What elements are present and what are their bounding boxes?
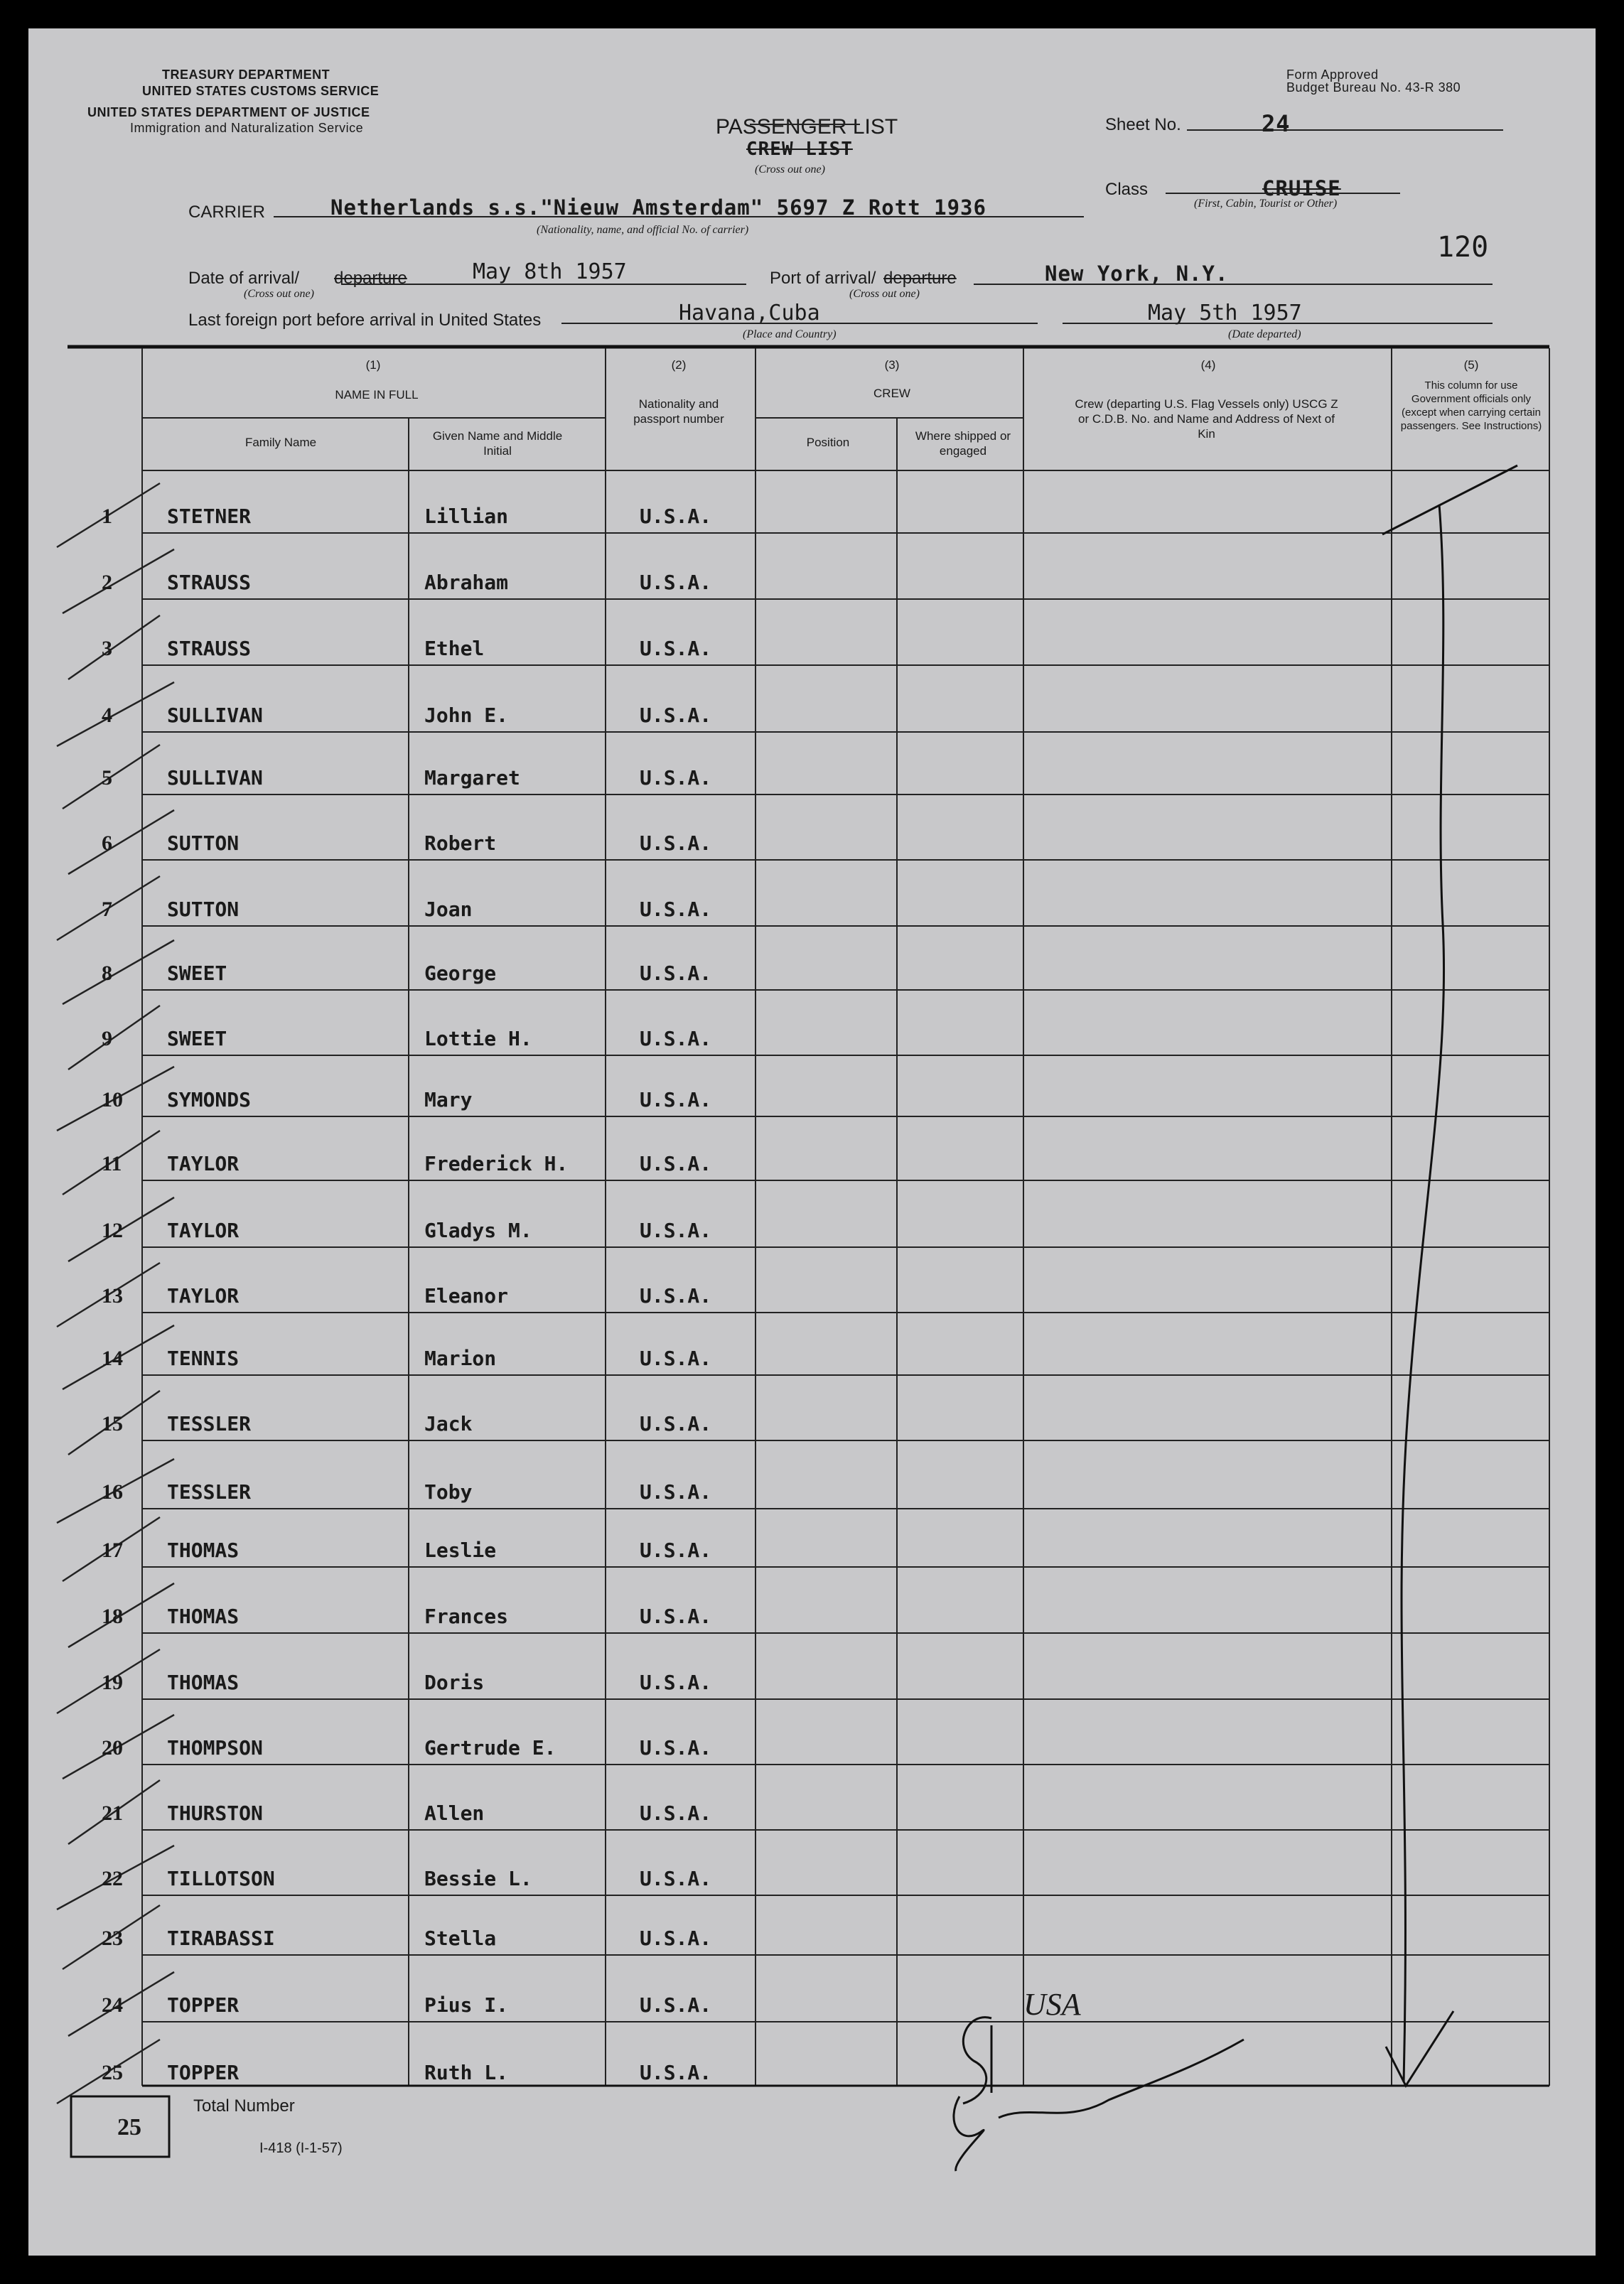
given-name: Joan	[424, 898, 473, 921]
class-label: Class	[1105, 180, 1149, 199]
nationality: U.S.A.	[640, 571, 712, 594]
nationality: U.S.A.	[640, 1219, 712, 1242]
agency-line-2: UNITED STATES CUSTOMS SERVICE	[142, 84, 380, 98]
total-value: 25	[117, 2114, 141, 2140]
family-name: TIRABASSI	[167, 1927, 275, 1950]
family-name: TESSLER	[167, 1412, 252, 1435]
nationality: U.S.A.	[640, 1412, 712, 1435]
nationality: U.S.A.	[640, 1801, 712, 1825]
nationality: U.S.A.	[640, 1539, 712, 1562]
given-name: Leslie	[424, 1539, 497, 1562]
check-mark	[68, 1006, 160, 1070]
family-name: TESSLER	[167, 1480, 252, 1504]
nationality: U.S.A.	[640, 2061, 712, 2084]
given-name: Lottie H.	[424, 1027, 532, 1050]
row-number: 4	[102, 704, 112, 727]
nationality: U.S.A.	[640, 766, 712, 790]
family-name: SULLIVAN	[167, 704, 263, 727]
family-name: SYMONDS	[167, 1088, 252, 1111]
given-name: Abraham	[424, 571, 509, 594]
given-name: Gladys M.	[424, 1219, 532, 1242]
given-name: Frances	[424, 1605, 509, 1628]
row-number: 7	[102, 898, 112, 921]
date-note: (Cross out one)	[244, 288, 314, 300]
title-note: (Cross out one)	[755, 163, 825, 176]
given-name: Ruth L.	[424, 2061, 509, 2084]
family-name: SULLIVAN	[167, 766, 263, 790]
given-name: Allen	[424, 1801, 485, 1825]
given-name: Jack	[424, 1412, 473, 1435]
check-mark	[68, 810, 174, 874]
row-number: 23	[102, 1927, 123, 1950]
row-number: 12	[102, 1219, 123, 1242]
row-number: 5	[102, 766, 112, 790]
given-name: Marion	[424, 1347, 497, 1370]
col1-number: (1)	[365, 358, 381, 372]
given-name: Stella	[424, 1927, 497, 1950]
class-value: CRUISE	[1262, 176, 1341, 200]
family-name: TAYLOR	[167, 1152, 240, 1175]
family-name: TAYLOR	[167, 1219, 240, 1242]
stamp-number: 120	[1437, 231, 1489, 264]
check-mark	[57, 682, 174, 746]
col3-title: CREW	[873, 387, 910, 400]
given-name: Eleanor	[424, 1284, 509, 1308]
family-name: THOMAS	[167, 1539, 240, 1562]
check-mark	[63, 549, 174, 613]
row-number: 22	[102, 1867, 123, 1890]
row-number: 19	[102, 1671, 123, 1694]
row-number: 18	[102, 1605, 123, 1628]
row-number: 17	[102, 1539, 123, 1562]
position-header: Position	[806, 436, 850, 449]
row-number: 13	[102, 1284, 123, 1308]
given-name: Bessie L.	[424, 1867, 532, 1890]
nationality: U.S.A.	[640, 831, 712, 855]
family-name: SWEET	[167, 1027, 227, 1050]
col4-number: (4)	[1200, 358, 1216, 372]
col5-number: (5)	[1463, 358, 1479, 372]
family-name: TOPPER	[167, 1993, 240, 2017]
family-name: STRAUSS	[167, 637, 252, 660]
given-name: Frederick H.	[424, 1152, 569, 1175]
given-name: Margaret	[424, 766, 520, 790]
date-arrival-value: May 8th 1957	[473, 259, 627, 284]
nationality: U.S.A.	[640, 1867, 712, 1890]
port-arrival-crossed: departure	[883, 269, 957, 288]
port-note: (Cross out one)	[849, 288, 920, 300]
given-name: John E.	[424, 704, 509, 727]
nationality: U.S.A.	[640, 961, 712, 985]
col4-title: Crew (departing U.S. Flag Vessels only) USCG Z or C.D.B. No. and Name and Address of Next of Kin	[1075, 397, 1338, 441]
nationality: U.S.A.	[640, 1027, 712, 1050]
row-number: 21	[102, 1801, 123, 1825]
carrier-note: (Nationality, name, and official No. of carrier)	[537, 224, 749, 236]
family-name: TOPPER	[167, 2061, 240, 2084]
check-mark	[68, 615, 160, 679]
row-number: 24	[102, 1993, 123, 2017]
nationality: U.S.A.	[640, 1088, 712, 1111]
form-approved: Form Approved	[1286, 68, 1379, 82]
nationality: U.S.A.	[640, 637, 712, 660]
row-number: 10	[102, 1088, 123, 1111]
nationality: U.S.A.	[640, 1605, 712, 1628]
nationality: U.S.A.	[640, 1152, 712, 1175]
given-name: Ethel	[424, 637, 485, 660]
given-name-header: Given Name and Middle Initial	[432, 429, 563, 458]
sheet-value: 24	[1262, 110, 1291, 137]
nationality: U.S.A.	[640, 1284, 712, 1308]
family-name: STETNER	[167, 505, 252, 528]
form-title: PASSENGER LIST	[716, 115, 898, 139]
given-name: Pius I.	[424, 1993, 509, 2017]
given-name: Lillian	[424, 505, 509, 528]
agency-line-3: UNITED STATES DEPARTMENT OF JUSTICE	[87, 105, 370, 119]
row-number: 15	[102, 1412, 123, 1435]
given-name: Toby	[424, 1480, 473, 1504]
last-port-note: (Place and Country)	[743, 328, 837, 340]
port-arrival-value: New York, N.Y.	[1045, 262, 1229, 286]
col2-title: Nationality and passport number	[633, 397, 724, 426]
family-name: TILLOTSON	[167, 1867, 275, 1890]
row-number: 14	[102, 1347, 123, 1370]
class-note: (First, Cabin, Tourist or Other)	[1194, 198, 1338, 210]
row-number: 8	[102, 961, 112, 985]
handwritten-mark: USA	[1023, 1987, 1081, 2022]
row-number: 1	[102, 505, 112, 528]
last-port-label: Last foreign port before arrival in United States	[188, 311, 542, 330]
family-name: SUTTON	[167, 831, 240, 855]
nationality: U.S.A.	[640, 1480, 712, 1504]
total-label: Total Number	[193, 2096, 295, 2116]
date-departed-note: (Date departed)	[1228, 328, 1301, 340]
agency-line-4: Immigration and Naturalization Service	[130, 121, 364, 135]
col5-title: This column for use Government officials only (except when carrying certain passengers. See Instructions)	[1400, 379, 1542, 432]
row-number: 2	[102, 571, 112, 594]
last-port-value: Havana,Cuba	[679, 301, 820, 325]
given-name: Robert	[424, 831, 497, 855]
form-number: I-418 (I-1-57)	[259, 2140, 343, 2156]
nationality: U.S.A.	[640, 505, 712, 528]
family-name: THOMAS	[167, 1671, 240, 1694]
family-name: SUTTON	[167, 898, 240, 921]
row-number: 11	[102, 1152, 122, 1175]
budget-bureau: Budget Bureau No. 43-R 380	[1286, 80, 1461, 95]
row-number: 25	[102, 2061, 123, 2084]
family-name: THOMPSON	[167, 1736, 263, 1760]
sheet-label: Sheet No.	[1105, 115, 1181, 134]
nationality: U.S.A.	[640, 1927, 712, 1950]
check-mark	[63, 940, 174, 1004]
carrier-value: Netherlands s.s."Nieuw Amsterdam" 5697 Z Rott 1936	[330, 195, 986, 220]
agency-line-1: TREASURY DEPARTMENT	[162, 68, 330, 82]
nationality: U.S.A.	[640, 898, 712, 921]
nationality: U.S.A.	[640, 704, 712, 727]
given-name: George	[424, 961, 497, 985]
family-name-header: Family Name	[244, 436, 317, 449]
date-departed-value: May 5th 1957	[1148, 301, 1302, 325]
form-title-crossed: CREW LIST	[746, 139, 853, 160]
given-name: Mary	[424, 1088, 473, 1111]
nationality: U.S.A.	[640, 1736, 712, 1760]
nationality: U.S.A.	[640, 1671, 712, 1694]
family-name: THURSTON	[167, 1801, 263, 1825]
col2-number: (2)	[671, 358, 687, 372]
family-name: TENNIS	[167, 1347, 240, 1370]
nationality: U.S.A.	[640, 1993, 712, 2017]
given-name: Doris	[424, 1671, 485, 1694]
port-arrival-label: Port of arrival/	[770, 269, 876, 288]
row-number: 6	[102, 831, 112, 855]
row-number: 16	[102, 1480, 123, 1504]
row-number: 3	[102, 637, 112, 660]
nationality: U.S.A.	[640, 1347, 712, 1370]
where-shipped-header: Where shipped or engaged	[915, 429, 1011, 458]
family-name: THOMAS	[167, 1605, 240, 1628]
family-name: SWEET	[167, 961, 227, 985]
date-arrival-crossed: departure	[334, 269, 407, 288]
row-number: 9	[102, 1027, 112, 1050]
family-name: STRAUSS	[167, 571, 252, 594]
row-number: 20	[102, 1736, 123, 1760]
given-name: Gertrude E.	[424, 1736, 556, 1760]
family-name: TAYLOR	[167, 1284, 240, 1308]
date-arrival-label: Date of arrival/	[188, 269, 300, 288]
carrier-label: CARRIER	[188, 203, 266, 222]
col1-title: NAME IN FULL	[335, 388, 419, 402]
col3-number: (3)	[884, 358, 900, 372]
